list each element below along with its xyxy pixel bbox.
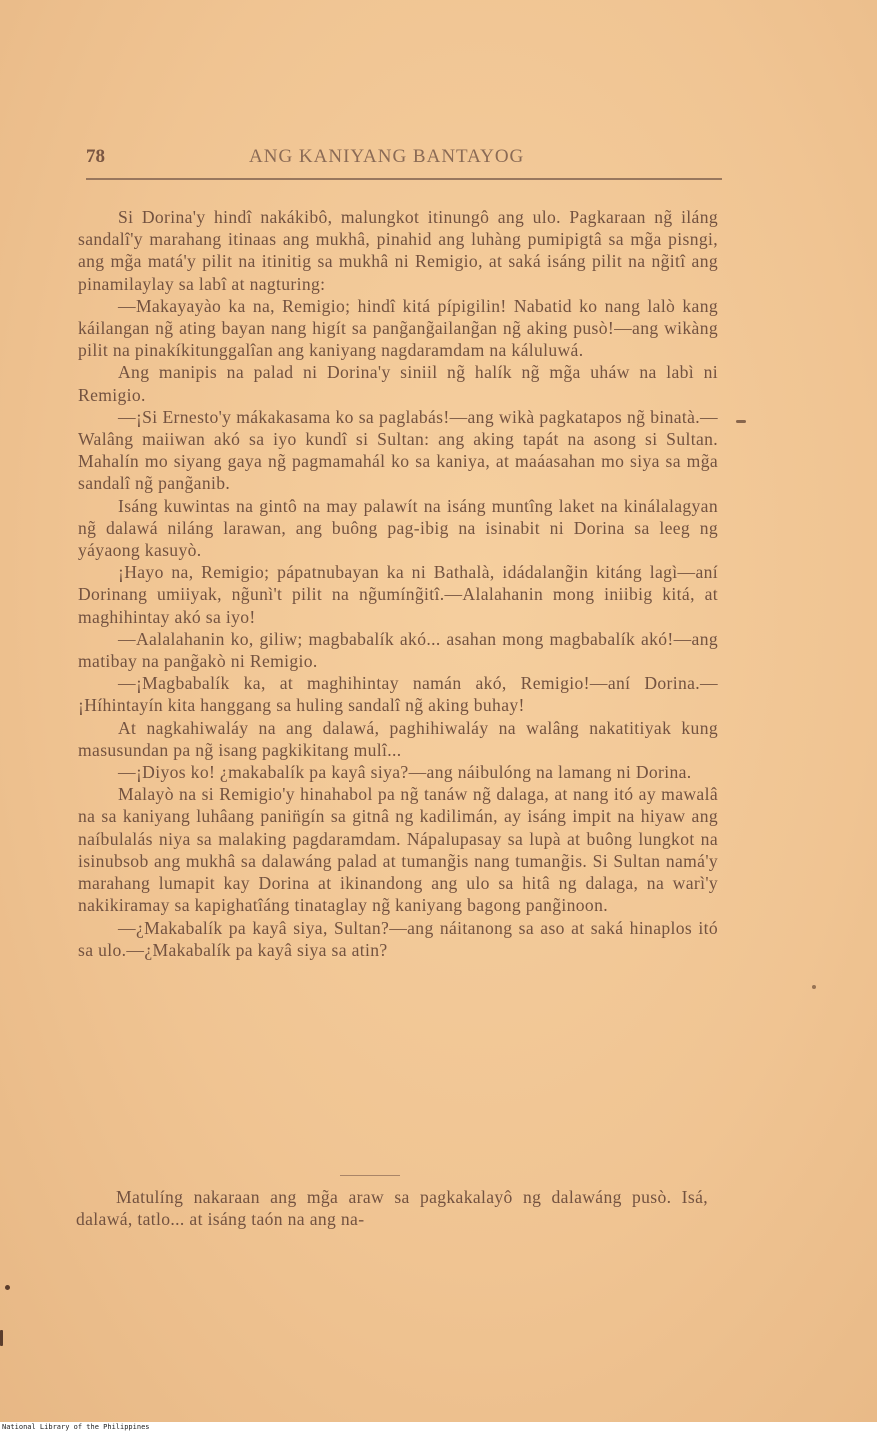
paragraph: Si Dorina'y hindî nakákibô, malungkot itinungô ang ulo. Pagkaraan ng̃ iláng sandalî'y marahang itinaas ang mukhâ, pinahid ang luhàng pumipigtâ sa mg̃a pisngi, ang mg̃a matá'y pilit na itinitig sa mukhâ ni Remigio, at saká isáng pilit na ng̃itî ang pinamilaylay sa labî at nagturing: bbox=[78, 207, 718, 294]
paragraph: ¡Hayo na, Remigio; pápatnubayan ka ni Bathalà, idádalang̃in kitáng lagì—aní Dorinang umiiyak, ng̃unì't pilit na ng̃umíng̃itî.—Alalahanin mong iniibig kitá, at maghihintay akó sa iyo! bbox=[78, 562, 718, 627]
body-text bbox=[78, 206, 718, 961]
section-break-rule bbox=[340, 1175, 400, 1176]
ink-speck bbox=[5, 1285, 10, 1290]
paragraph: Malayò na si Remigio'y hinahabol pa ng̃ tanáw ng̃ dalaga, at nang itó ay mawalâ na sa kaniyang luhâang panin̈gín sa gitnâ ng kadilimán, ay isáng impit na hiyaw ang naíbulalás niya sa malaking pagdaramdam. Nápalupasay sa lupà at buông lungkot na isinubsob ang mukhâ sa dalawáng palad at tumang̃is nang tumang̃is. Si Sultan namá'y marahang lumapit kay Dorina at ikinandong ang ulo sa hitâ ng dalaga, na warì'y nakikiramay sa kapighatîáng tinataglay ng̃ kaniyang bagong pang̃inoon. bbox=[78, 784, 718, 916]
paragraph: At nagkahiwaláy na ang dalawá, paghihiwaláy na walâng nakatitiyak kung masusundan pa ng̃ isang pagkikitang mulî... bbox=[78, 717, 718, 760]
paragraph: Isáng kuwintas na gintô na may palawít na isáng muntîng laket na kinálalagyan ng̃ dalawá niláng larawan, ang buông pag-ibig na isinabit ni Dorina sa leeg ng yáyaong kasuyò. bbox=[78, 495, 718, 561]
ink-speck bbox=[0, 1330, 3, 1346]
page-number: 78 bbox=[86, 146, 105, 167]
paragraph: Ang manipis na palad ni Dorina'y siniil ng̃ halík ng̃ mg̃a uháw na labì ni Remigio. bbox=[78, 362, 718, 405]
closing-text bbox=[76, 1186, 708, 1231]
closing-paragraph: Matulíng nakaraan ang mg̃a araw sa pagkakalayô ng dalawáng pusò. Isá, dalawá, tatlo... at isáng taón na ang na- bbox=[76, 1187, 708, 1230]
header-rule bbox=[86, 178, 722, 180]
paragraph: —Aalalahanin ko, giliw; magbabalík akó... asahan mong magbabalík akó!—ang matibay na pang̃akò ni Remigio. bbox=[78, 628, 718, 672]
library-credit: National Library of the Philippines bbox=[2, 1423, 150, 1431]
paragraph: —¡Si Ernesto'y mákakasama ko sa paglabás!—ang wikà pagkatapos ng̃ binatà.—Walâng maiiwan akó sa iyo kundî si Sultan: ang aking tapát na asong si Sultan. Mahalín mo siyang gaya ng̃ pagmamahál ko sa kaniya, at maáasahan mo siya sa mg̃a sandalî ng̃ pang̃anib. bbox=[78, 406, 718, 494]
ink-speck bbox=[736, 420, 746, 423]
paragraph: —¡Diyos ko! ¿makabalík pa kayâ siya?—ang náibulóng na lamang ni Dorina. bbox=[118, 762, 692, 783]
ink-speck bbox=[812, 985, 816, 989]
paragraph: —Makayayào ka na, Remigio; hindî kitá pípigilin! Nabatid ko nang lalò kang káilangan ng̃ ating bayan nang higít sa pang̃ang̃ailang̃an ng̃ aking pusò!—ang wikàng pilit na pinakíkitunggalîan ang kaniyang nagdaramdam na káluluwá. bbox=[78, 295, 718, 361]
running-head: ANG KANIYANG BANTAYOG bbox=[249, 146, 525, 167]
page-header bbox=[84, 146, 724, 176]
paragraph: —¿Makabalík pa kayâ siya, Sultan?—ang náitanong sa aso at saká hinaplos itó sa ulo.—¿Makabalík pa kayâ siya sa atin? bbox=[78, 917, 718, 960]
paragraph: —¡Magbabalík ka, at maghihintay namán akó, Remigio!—aní Dorina.—¡Híhintayín kita hanggang sa huling sandalî ng̃ aking buhay! bbox=[78, 673, 718, 716]
